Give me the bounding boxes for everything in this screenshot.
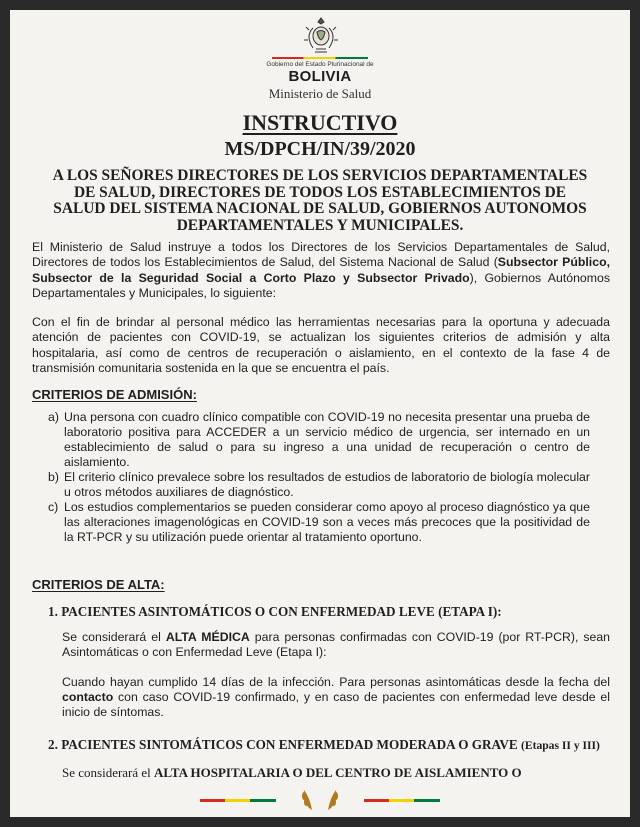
- list-item-text: Una persona con cuadro clínico compatible con COVID-19 no necesita presentar una prueba de laboratorio positiva para ACCEDER a un servicio médico de urgencia, ser internado en un establecimiento de salud o para su ingreso a una unidad de recuperación o centro de aislamiento.: [64, 410, 590, 469]
- symptomatic-paragraph-1: [62, 765, 610, 780]
- intro-text-end: ), Gobiernos Autónomos Departamentales y Municipales, lo siguiente:: [32, 270, 610, 300]
- flag-stripe-left: [200, 799, 276, 802]
- paragraph-text-end: con caso COVID-19 confirmado, y en caso de pacientes con enfermedad leve desde el inicio de síntomas.: [62, 690, 610, 719]
- government-line: Gobierno del Estado Plurinacional de: [266, 61, 374, 68]
- asymptomatic-paragraph-2: [62, 675, 610, 720]
- subsection-title-asymptomatic: 1. PACIENTES ASINTOMÁTICOS O CON ENFERMEDAD LEVE (ETAPA I):: [48, 604, 502, 619]
- coat-of-arms-icon: [303, 16, 339, 56]
- addressee-heading: A LOS SEÑORES DIRECTORES DE LOS SERVICIOS DEPARTAMENTALES DE SALUD, DIRECTORES DE TODOS LOS ESTABLECIMIENTOS DE SALUD DEL SISTEMA NACIONAL DE SALUD, GOBIERNOS AUTONOMOS DEPARTAMENTALES Y MUNICIPALES.: [52, 167, 588, 234]
- list-item: [48, 500, 590, 545]
- list-item-text: Los estudios complementarios se pueden considerar como apoyo al proceso diagnóstico ya que las alteraciones imagenológicas en COVID-19 son a veces más precoces que la positividad de la RT-PCR y su utilización puede orientar al tratamiento oportuno.: [64, 500, 590, 544]
- flag-stripe: [272, 57, 368, 59]
- asymptomatic-paragraph-1: [62, 630, 610, 660]
- subsection-stages: (Etapas II y III): [520, 739, 600, 752]
- document-code: MS/DPCH/IN/39/2020: [224, 138, 416, 160]
- subsection-title-symptomatic: [48, 737, 600, 753]
- paragraph-bold-text: ALTA MÉDICA: [165, 630, 250, 644]
- admission-list: [48, 410, 590, 545]
- ministry-name: Ministerio de Salud: [268, 86, 372, 101]
- list-marker: c): [48, 500, 59, 514]
- admission-heading: CRITERIOS DE ADMISIÓN:: [32, 387, 197, 402]
- list-marker: a): [48, 410, 59, 424]
- paragraph-text: Se considerará el: [62, 765, 155, 780]
- paragraph-text: Cuando hayan cumplido 14 días de la infección. Para personas asintomáticas desde la fecha del: [62, 675, 610, 689]
- purpose-paragraph: Con el fin de brindar al personal médico las herramientas necesarias para la oportuna y adecuada atención de pacientes con COVID-19, se actualizan los siguientes criterios de admisión y alta hospitalaria, así como de centros de recuperación o aislamiento, en el contexto de la fase 4 de transmisión comunitaria sostenida en la que se encuentra el país.: [32, 315, 610, 375]
- intro-bold-text: Subsector Público, Subsector de la Seguridad Social a Corto Plazo y Subsector Privado: [32, 255, 610, 285]
- intro-paragraph: [32, 240, 610, 301]
- list-item-text: El criterio clínico prevalece sobre los resultados de estudios de laboratorio de biología molecular u otros métodos auxiliares de diagnóstico.: [64, 470, 590, 499]
- footer-ornament: [200, 788, 440, 812]
- subsection-title-text: 2. PACIENTES SINTOMÁTICOS CON ENFERMEDAD MODERADA O GRAVE: [48, 737, 521, 752]
- discharge-heading: CRITERIOS DE ALTA:: [32, 577, 165, 592]
- list-item: [48, 410, 590, 470]
- list-item: [48, 470, 590, 500]
- paragraph-bold-text: contacto: [62, 690, 114, 704]
- country-name: BOLIVIA: [288, 68, 352, 85]
- laurel-icon: [324, 788, 342, 812]
- document-type: INSTRUCTIVO: [242, 110, 398, 135]
- paragraph-text: Se considerará el: [62, 630, 166, 644]
- laurel-icon: [298, 788, 316, 812]
- intro-text: El Ministerio de Salud instruye a todos los Directores de los Servicios Departamentales de Salud, Directores de todos los Establecimientos de Salud, del Sistema Nacional de Salud (: [32, 240, 610, 270]
- document-page: [10, 10, 630, 817]
- paragraph-bold-text: ALTA HOSPITALARIA O DEL CENTRO DE AISLAMIENTO O: [154, 765, 522, 780]
- list-marker: b): [48, 470, 59, 484]
- flag-stripe-right: [364, 799, 440, 802]
- paragraph-text-end: para personas confirmadas con COVID-19 (por RT-PCR), sean Asintomáticas o con Enfermedad Leve (Etapa I):: [62, 630, 611, 659]
